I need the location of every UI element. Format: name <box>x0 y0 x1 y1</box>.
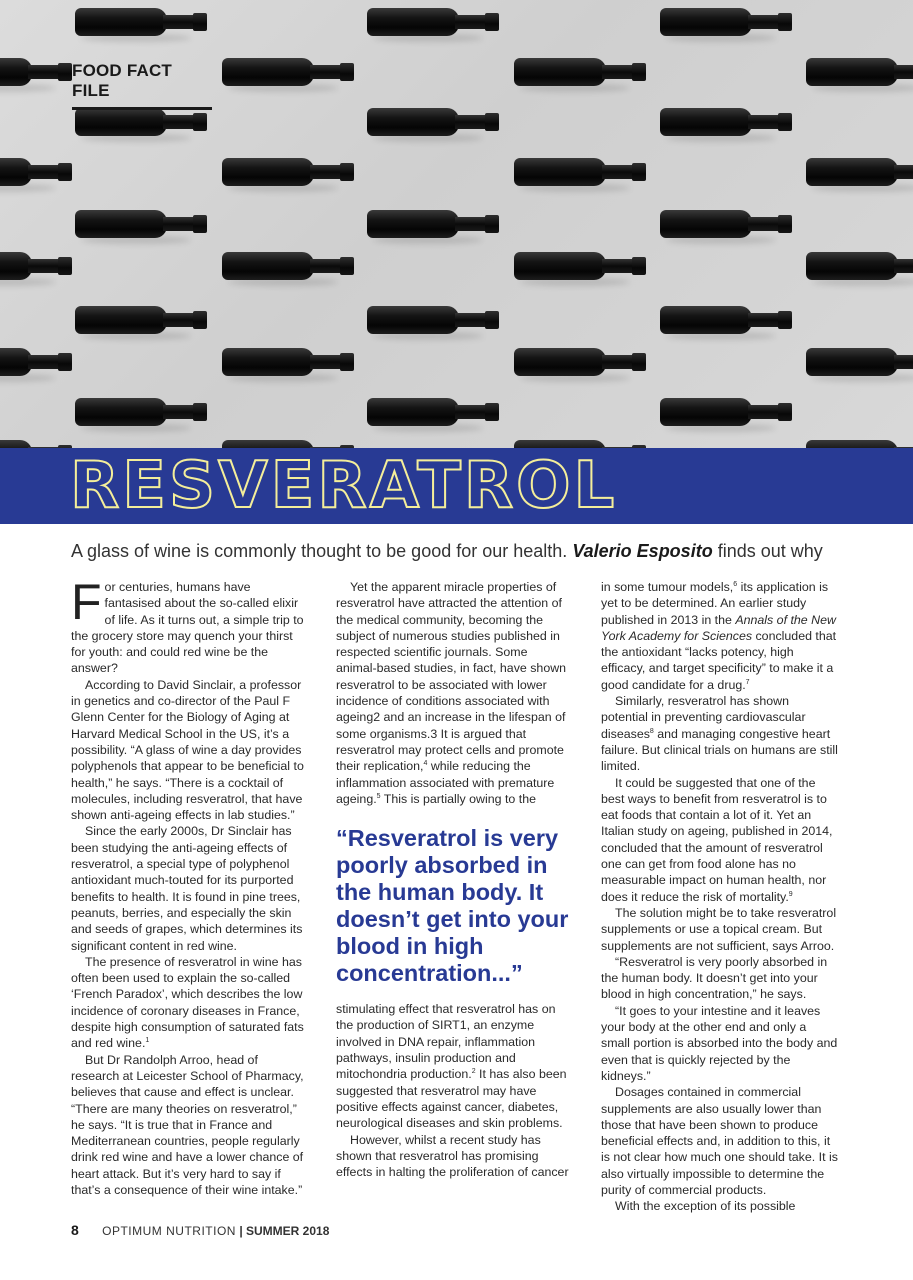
wine-bottle <box>367 108 502 136</box>
article-title: RESVERATROL <box>70 449 618 523</box>
paragraph: Similarly, resveratrol has shown potential in preventing cardiovascular diseases$^8$ and managing congestive heart failure. But clinical trials on humans are still limited. <box>601 694 838 774</box>
paragraph: But Dr Randolph Arroo, head of research at Leicester School of Pharmacy, believes that cause and effect is unclear. “There are many theories on resveratrol,” he says. “It is true that in France and Mediterranean countries, people regularly drink red wine and have a lower chance of heart attack. But it’s very hard to say if that’s a consequence of their wine intake.” <box>71 1052 304 1197</box>
paragraph: “It goes to your intestine and it leaves your body at the other end and only a small portion is absorbed into the body and even that is quickly rejected by the kidneys.” <box>601 1003 838 1083</box>
wine-bottle <box>367 306 502 334</box>
wine-bottle <box>222 158 357 186</box>
wine-bottle <box>222 252 357 280</box>
wine-bottle <box>222 348 357 376</box>
wine-bottle <box>514 348 649 376</box>
author-name: Valerio Esposito <box>572 541 713 561</box>
issue-label: | SUMMER 2018 <box>239 1224 330 1238</box>
column-1 <box>71 574 307 1198</box>
paragraph: According to David Sinclair, a professor in genetics and co-director of the Paul F Glenn Center for the Biology of Aging at Harvard Medical School in the US, it’s a possibility. “A glass of wine a day provides polyphenols that appear to be beneficial to health,” he says. “There is a cocktail of molecules, including resveratrol, that have shown anti-ageing effects in lab studies.” <box>71 677 304 823</box>
wine-bottle <box>0 158 75 186</box>
page-number: 8 <box>71 1222 79 1238</box>
wine-bottle <box>660 8 795 36</box>
wine-bottle <box>367 398 502 426</box>
wine-bottle <box>514 252 649 280</box>
paragraph: However, whilst a recent study has shown that resveratrol has promising effects in halting the proliferation of cancer <box>336 1132 569 1180</box>
standfirst-text: A glass of wine is commonly thought to be good for our health. <box>71 541 568 561</box>
wine-bottle <box>75 108 210 136</box>
wine-bottle <box>367 8 502 36</box>
paragraph: The presence of resveratrol in wine has often been used to explain the so-called ‘French Paradox’, which describes the low incidence of coronary diseases in France, despite high consumption of saturated fats and red wine.$^1$ <box>71 954 304 1051</box>
paragraph: stimulating effect that resveratrol has on the production of SIRT1, an enzyme involved in DNA repair, inflammation pathways, insulin production and mitochondria production.$^2$ It has also been suggested that resveratrol may have positive effects against cancer, diabetes, neurological diseases and skin problems. <box>336 1002 567 1131</box>
magazine-name: OPTIMUM NUTRITION <box>102 1224 236 1238</box>
wine-bottle <box>806 252 913 280</box>
wine-bottle <box>514 440 649 448</box>
wine-bottle <box>222 58 357 86</box>
wine-bottle <box>660 398 795 426</box>
wine-bottle <box>0 252 75 280</box>
wine-bottle <box>660 210 795 238</box>
wine-bottle <box>806 348 913 376</box>
wine-bottle <box>367 210 502 238</box>
paragraph: Dosages contained in commercial supplements are also usually lower than those that have been shown to produce beneficial effects and, in addition to this, it is not clear how much one should take. It is also virtually impossible to determine the purity of commercial products. <box>601 1085 838 1197</box>
paragraph: Since the early 2000s, Dr Sinclair has been studying the anti-ageing effects of resveratrol, a special type of polyphenol antioxidant much-touted for its purported benefits to health. It is found in pine trees, peanuts, berries, and especially the skin and seeds of grapes, which determines its significant content in red wine. <box>71 824 303 953</box>
wine-bottle <box>75 306 210 334</box>
page-footer <box>71 1222 329 1238</box>
wine-bottle <box>660 108 795 136</box>
wine-bottle <box>0 58 75 86</box>
section-kicker: FOOD FACT FILE <box>72 61 212 110</box>
standfirst-tail: finds out why <box>717 541 823 561</box>
wine-bottle <box>514 58 649 86</box>
standfirst <box>71 541 823 562</box>
wine-bottle <box>806 158 913 186</box>
wine-bottle <box>0 348 75 376</box>
drop-cap: F <box>71 574 102 630</box>
wine-bottle <box>0 440 75 448</box>
wine-bottle <box>75 8 210 36</box>
paragraph: “Resveratrol is very poorly absorbed in the human body. It doesn’t get into your blood in high concentration,” he says. <box>601 954 828 1002</box>
column-3 <box>601 579 838 1215</box>
wine-bottle <box>75 210 210 238</box>
paragraph: With the exception of its possible <box>615 1199 796 1214</box>
paragraph: Yet the apparent miracle properties of resveratrol have attracted the attention of the medical community, becoming the subject of numerous studies published in respected scientific journals. Some animal-based studies, in fact, have shown resveratrol to be associated with lower incidence of conditions associated with ageing2 and an increase in the lifespan of some organisms.3 It is argued that resveratrol may protect cells and promote their replication,$^4$ while reducing the inflammation associated with premature ageing.$^5$ This is partially owing to the <box>336 580 567 806</box>
wine-bottle <box>806 440 913 448</box>
wine-bottle <box>806 58 913 86</box>
paragraph: For centuries, humans have fantasised about the so-called elixir of life. As it turns out, a simple trip to the grocery store may quench your thirst for youth: and could red wine be the answer? <box>71 574 304 676</box>
paragraph: in some tumour models,$^6$ its application is yet to be determined. An earlier study published in 2013 in the Annals of the New York Academy for Sciences concluded that the antioxidant “lacks potency, high efficacy, and target specificity” to make it a good candidate for a drug.$^7$ <box>601 580 837 692</box>
paragraph: The solution might be to take resveratrol supplements or use a topical cream. But supplements are not sufficient, says Arroo. <box>601 905 837 953</box>
wine-bottle <box>514 158 649 186</box>
paragraph: It could be suggested that one of the best ways to benefit from resveratrol is to eat foods that contain a lot of it. Yet an Italian study on ageing, published in 2014, concluded that the amount of resveratrol one can get from food alone has no measurable impact on human health, nor does it reduce the risk of mortality.$^9$ <box>601 775 833 904</box>
wine-bottle <box>660 306 795 334</box>
wine-bottle <box>75 398 210 426</box>
wine-bottle <box>222 440 357 448</box>
pull-quote: “Resveratrol is very poorly absorbed in the human body. It doesn’t get into your blood in high concentration...” <box>336 825 569 987</box>
column-2 <box>336 579 570 1180</box>
